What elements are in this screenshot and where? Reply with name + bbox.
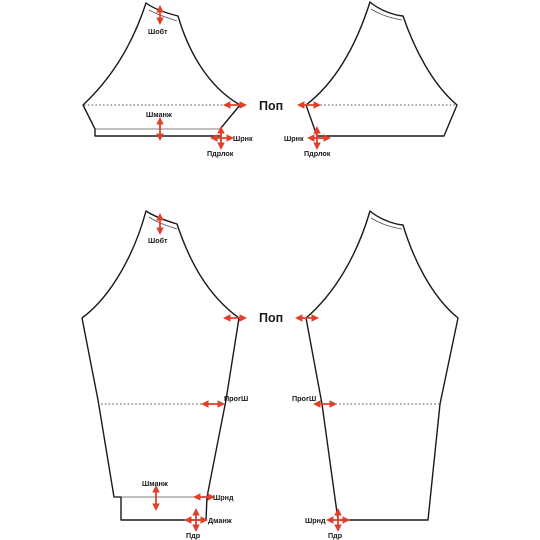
short-sleeve-right-panel (284, 2, 457, 158)
label-pdr: Пдр (328, 531, 343, 540)
long-sleeve-left-outline (82, 211, 239, 520)
label-shmanzh: Шманж (146, 110, 172, 119)
long-sleeve-left-panel (82, 211, 248, 540)
long-sleeve-right-panel (292, 211, 458, 540)
label-shobt: Шобт (148, 27, 168, 36)
long-sleeve-right-outline (306, 211, 458, 520)
label-shobt: Шобт (148, 236, 168, 245)
short-sleeve-right-outline (306, 2, 457, 136)
label-progsh: ПрогШ (224, 394, 249, 403)
label-pdrlok: Пдрлок (207, 149, 234, 158)
label-shmanzh: Шманж (142, 479, 168, 488)
short-sleeve-left-panel (83, 3, 253, 158)
label-pdr: Пдр (186, 531, 201, 540)
label-dmanzh: Дманж (208, 516, 232, 525)
label-pdrlok: Пдрлок (304, 149, 331, 158)
label-shrnd: Шрнд (305, 516, 326, 525)
label-shrnk: Шрнк (233, 134, 253, 143)
label-shrnd: Шрнд (213, 493, 234, 502)
label-progsh: ПрогШ (292, 394, 317, 403)
label-pop: Поп (259, 311, 284, 325)
label-pop: Поп (259, 99, 284, 113)
label-shrnk: Шрнк (284, 134, 304, 143)
